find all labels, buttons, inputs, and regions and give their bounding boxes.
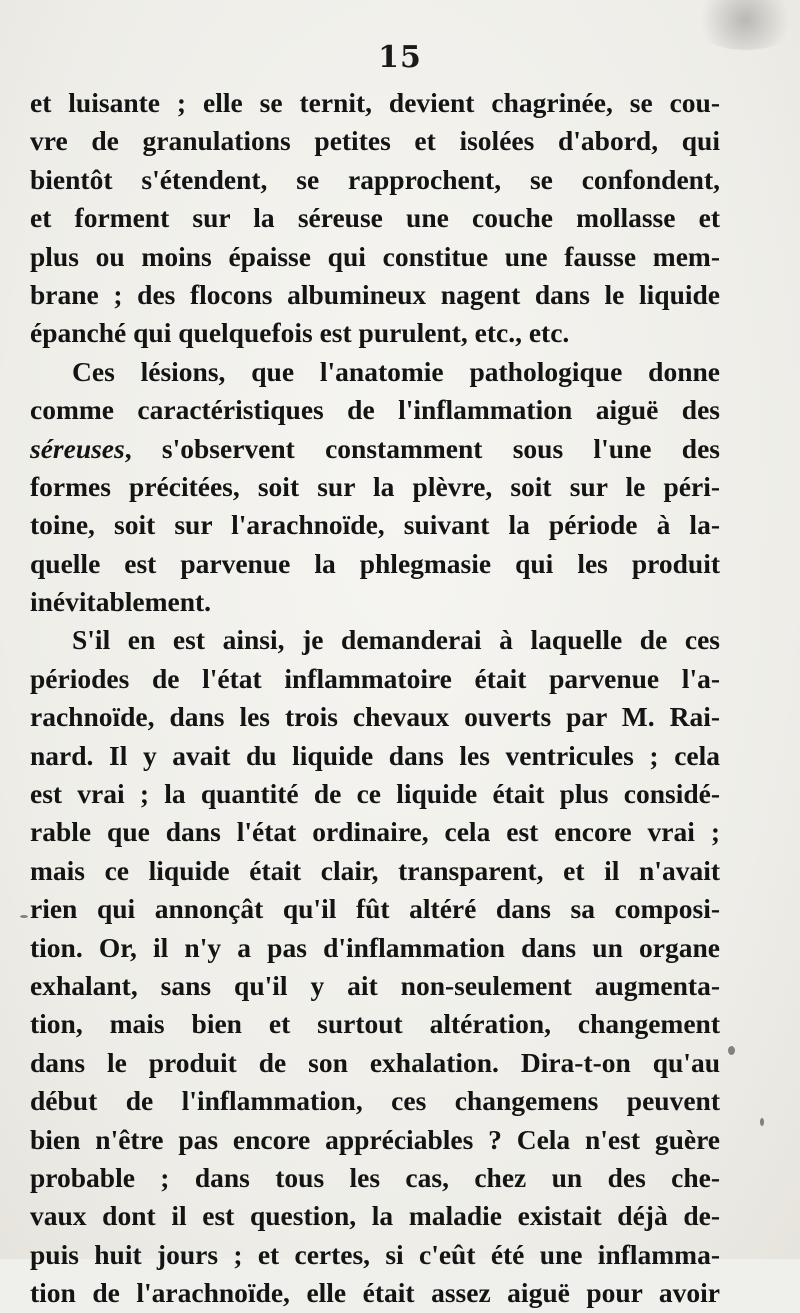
text-line	[30, 430, 720, 468]
text-line: toine, soit sur l'arachnoïde, suivant la période à la-	[30, 509, 720, 541]
text-line: rable que dans l'état ordinaire, cela est encore vrai ;	[30, 816, 720, 848]
text-line: rachnoïde, dans les trois chevaux ouverts par M. Rai-	[30, 701, 720, 733]
text-line: inévitablement.	[30, 586, 212, 618]
text-line: est vrai ; la quantité de ce liquide était plus considé-	[30, 778, 720, 810]
text-line: tion. Or, il n'y a pas d'inflammation dans un organe	[30, 931, 720, 963]
text-line: nard. Il y avait du liquide dans les ventricules ; cela	[30, 739, 720, 771]
italic-term: séreuses	[30, 432, 125, 464]
text-line: comme caractéristiques de l'inflammation aiguë des	[30, 394, 720, 426]
text-line: tion de l'arachnoïde, elle était assez aiguë pour avoir	[30, 1277, 720, 1309]
text-line: probable ; dans tous les cas, chez un des che-	[30, 1161, 720, 1193]
text-line: périodes de l'état inflammatoire était parvenue l'a-	[30, 662, 720, 694]
text-line: début de l'inflammation, ces changemens peuvent	[30, 1085, 720, 1117]
text-line: épanché qui quelquefois est purulent, etc., etc.	[30, 317, 570, 349]
text-line: et forment sur la séreuse une couche mollasse et	[30, 202, 720, 234]
text-line: bien n'être pas encore appréciables ? Cela n'est guère	[30, 1123, 720, 1155]
text-line: puis huit jours ; et certes, si c'eût été une inflamma-	[30, 1238, 720, 1270]
text-line: vaux dont il est question, la maladie existait déjà de-	[30, 1200, 720, 1232]
text-line: mais ce liquide était clair, transparent, et il n'avait	[30, 854, 720, 886]
ink-speck	[20, 915, 28, 918]
text-line: et luisante ; elle se ternit, devient chagrinée, se cou-	[30, 87, 720, 118]
text-line: bientôt s'étendent, se rapprochent, se confondent,	[30, 163, 720, 195]
text-line: quelle est parvenue la phlegmasie qui les produit	[30, 547, 720, 579]
page-number: 15	[378, 40, 422, 75]
text-line: S'il en est ainsi, je demanderai à laquelle de ces	[72, 624, 720, 656]
text-line: Ces lésions, que l'anatomie pathologique donne	[72, 355, 720, 387]
text-line: formes précitées, soit sur la plèvre, soit sur le péri-	[30, 470, 720, 502]
text-line: vre de granulations petites et isolées d'abord, qui	[30, 125, 720, 157]
ink-speck	[728, 1046, 735, 1055]
text-line: rien qui annonçât qu'il fût altéré dans sa composi-	[30, 893, 720, 925]
text-line-rest: , s'observent constamment sous l'une des	[124, 432, 720, 464]
text-line: exhalant, sans qu'il y ait non-seulement augmenta-	[30, 969, 720, 1001]
text-line: tion, mais bien et surtout altération, changement	[30, 1008, 720, 1040]
text-line: brane ; des flocons albumineux nagent dans le liquide	[30, 278, 720, 310]
ink-speck	[760, 1118, 764, 1126]
body-text	[30, 84, 720, 1313]
text-line: plus ou moins épaisse qui constitue une fausse mem-	[30, 240, 720, 272]
text-line: dans le produit de son exhalation. Dira-t-on qu'au	[30, 1046, 720, 1078]
